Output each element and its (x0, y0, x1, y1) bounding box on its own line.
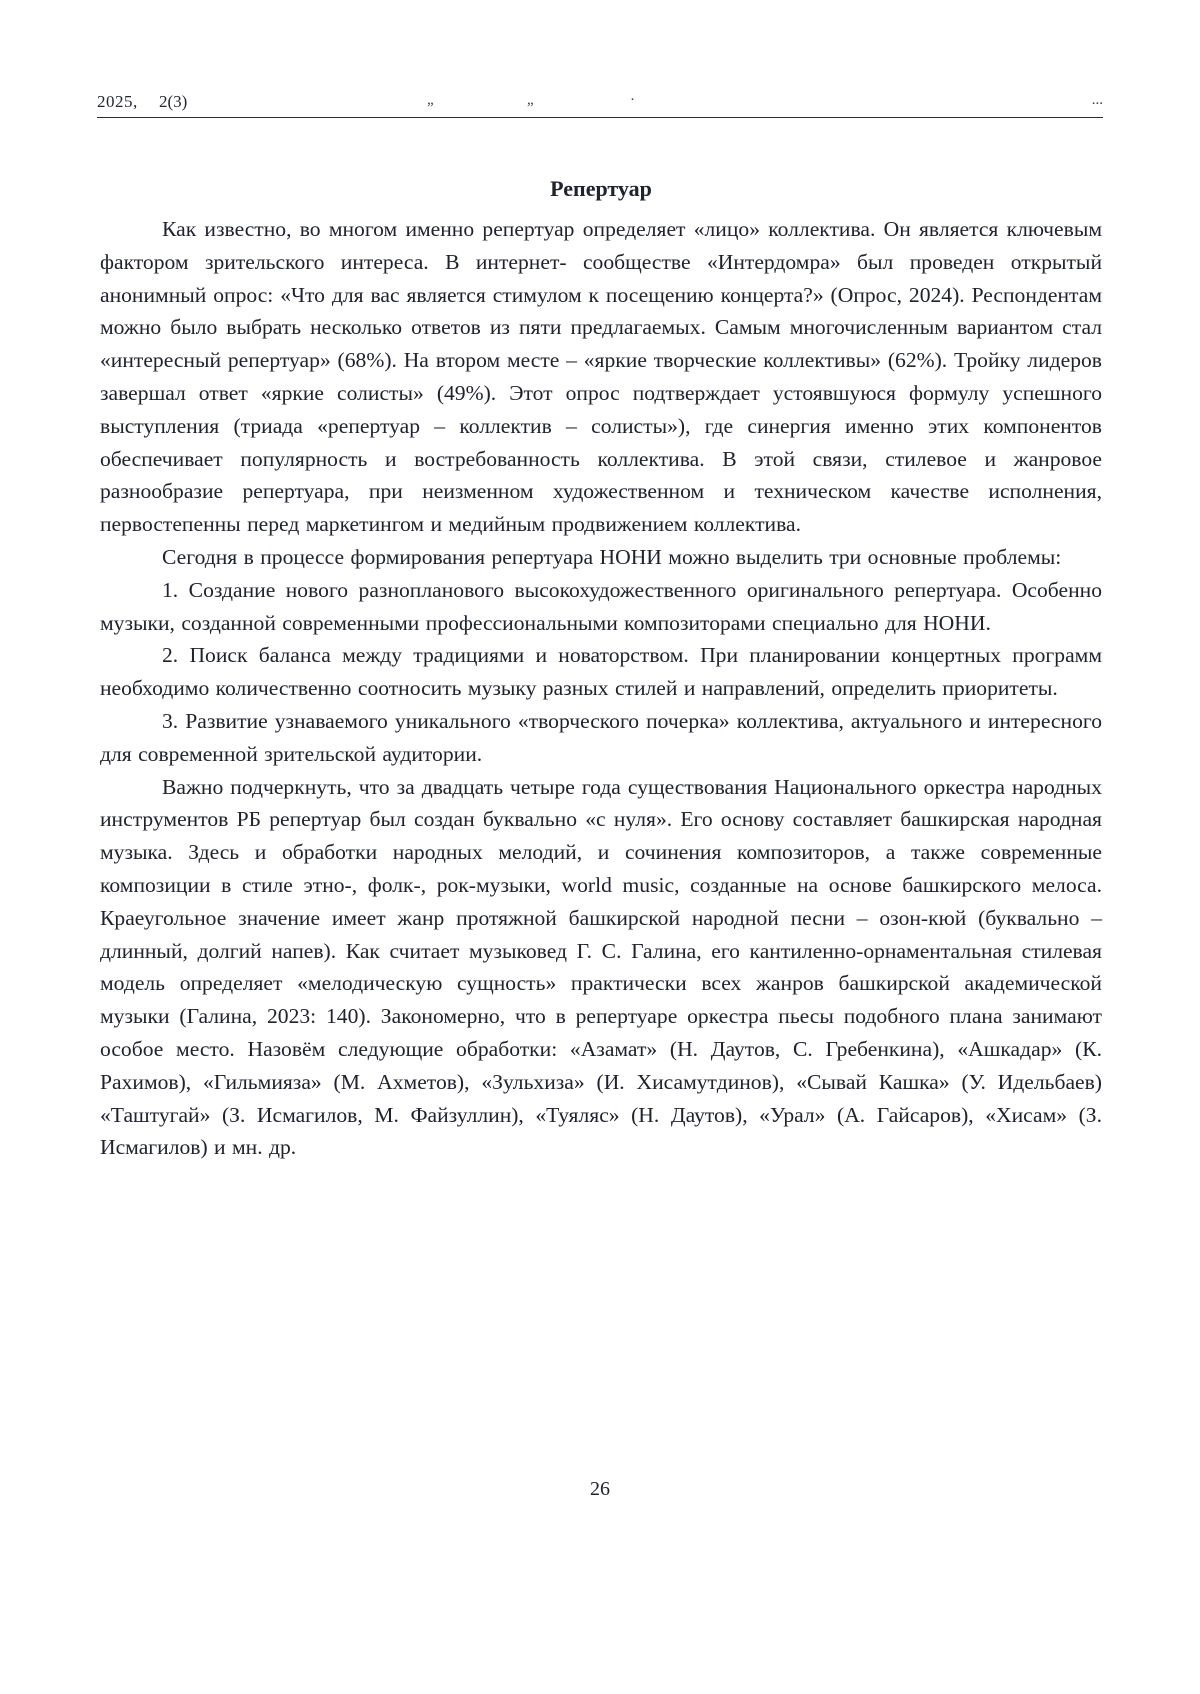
page-footer (0, 1478, 1200, 1501)
header-issue: 2(3) (159, 92, 188, 111)
header-rule (97, 117, 1103, 118)
paragraph-problem-1: 1. Создание нового разнопланового высокохудожественного оригинального репертуара. Особенно музыки, созданной современными профессиональными композиторами специально для НОНИ. (100, 577, 1102, 635)
paragraph-problems: Сегодня в процессе формирования репертуара НОНИ можно выделить три основные проблемы: (162, 544, 1062, 569)
header-year: 2025, (97, 92, 138, 111)
header-mark-1: „ (427, 92, 434, 108)
paragraph-intro: Как известно, во многом именно репертуар определяет «лицо» коллектива. Он является ключевым фактором зрительского интереса. В интернет- сообществе «Интердомра» был проведен открытый анонимный опрос: «Что для вас является стимулом к посещению концерта?» (Опрос, 2024). Респондентам можно было выбрать несколько ответов из пяти предлагаемых. Самым многочисленным вариантом стал «интересный репертуар» (68%). На втором месте – «яркие творческие коллективы» (62%). Тройку лидеров завершал ответ «яркие солисты» (49%). Этот опрос подтверждает устоявшуюся формулу успешного выступления (триада «репертуар – коллектив – солисты»), где синергия именно этих компонентов обеспечивает популярность и востребованность коллектива. В этой связи, стилевое и жанровое разнообразие репертуара, при неизменном художественном и техническом качестве исполнения, первостепенны перед маркетингом и медийным продвижением коллектива. (100, 217, 1102, 537)
header-mark-2: „ (527, 92, 534, 108)
paragraph-repertoire: Важно подчеркнуть, что за двадцать четыре года существования Национального оркестра народных инструментов РБ репертуар был создан буквально «с нуля». Его основу составляет башкирская народная музыка. Здесь и обработки народных мелодий, и сочинения композиторов, а также современные композиции в стиле этно-, фолк-, рок-музыки, world music, созданные на основе башкирского мелоса. Краеугольное значение имеет жанр протяжной башкирской народной песни – озон-кюй (буквально – длинный, долгий напев). Как считает музыковед Г. С. Галина, его кантиленно-орнаментальная стилевая модель определяет «мелодическую сущность» практически всех жанров башкирской академической музыки (Галина, 2023: 140). Закономерно, что в репертуаре оркестра пьесы подобного плана занимают особое место. Назовём следующие обработки: «Азамат» (Н. Даутов, С. Гребенкина), «Ашкадар» (К. Рахимов), «Гильмияза» (М. Ахметов), «Зульхиза» (И. Хисамутдинов), «Сывай Кашка» (У. Идельбаев) «Таштугай» (З. Исмагилов, М. Файзуллин), «Туяляс» (Н. Даутов), «Урал» (А. Гайсаров), «Хисам» (З. Исмагилов) и мн. др. (100, 774, 1102, 1160)
page-header (97, 92, 1103, 114)
paragraph-problem-3: 3. Развитие узнаваемого уникального «творческого почерка» коллектива, актуального и интересного для современной зрительской аудитории. (100, 708, 1102, 766)
section-title: Репертуар (550, 176, 652, 201)
article-body (100, 172, 1102, 1164)
header-mark-3: · (630, 92, 635, 108)
page-number: 26 (590, 1478, 610, 1500)
paragraph-problem-2: 2. Поиск баланса между традициями и новаторством. При планировании концертных программ необходимо количественно соотносить музыку разных стилей и направлений, определить приоритеты. (100, 643, 1102, 701)
header-right-mark: ... (1091, 92, 1103, 108)
